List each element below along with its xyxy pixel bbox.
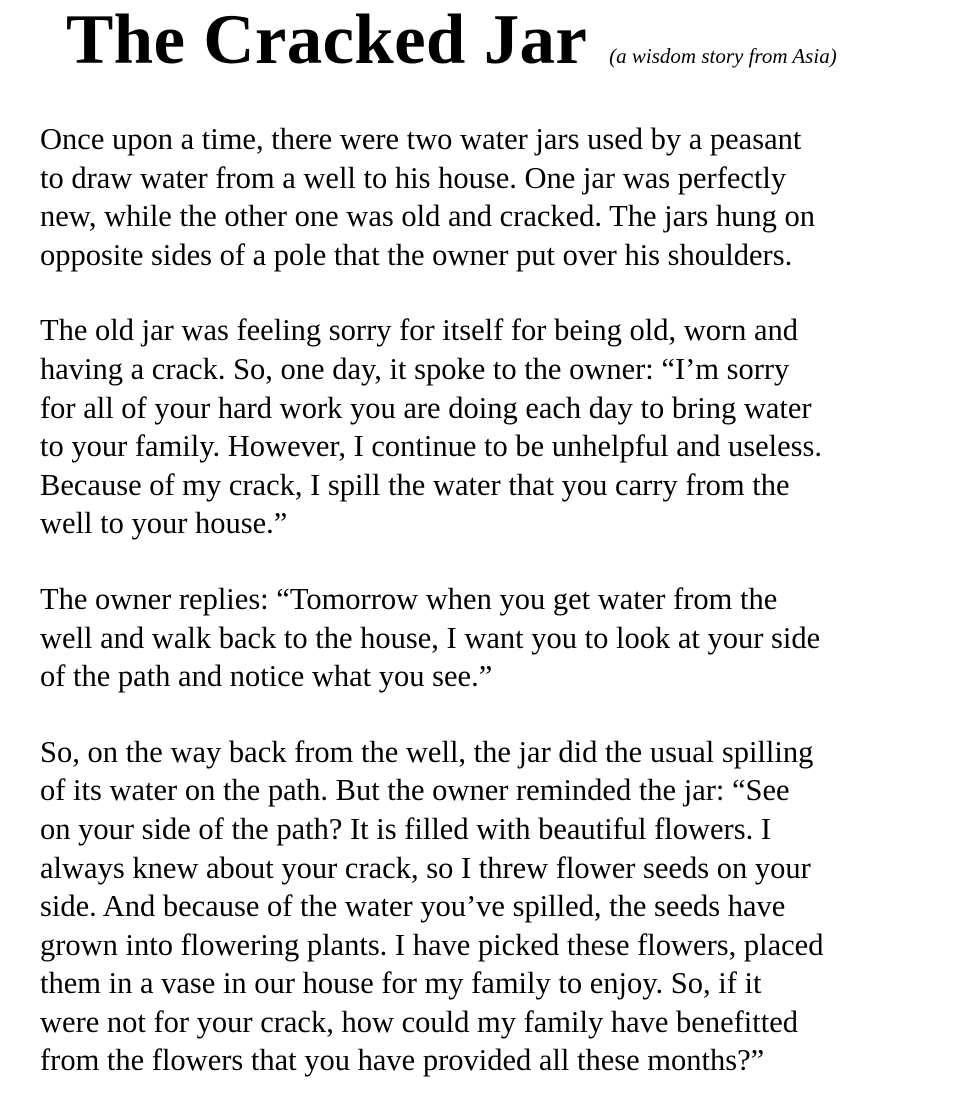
paragraph-4 [40,733,920,1080]
text-line: from the flowers that you have provided all these months?” [40,1043,765,1078]
text-line: of its water on the path. But the owner reminded the jar: “See [40,773,790,808]
text-line: new, while the other one was old and cracked. The jars hung on [40,199,815,234]
paragraph-3 [40,580,920,696]
paragraph-2 [40,311,920,543]
page-title: The Cracked Jar [66,1,588,79]
page-subtitle: (a wisdom story from Asia) [609,44,837,68]
text-line: The owner replies: “Tomorrow when you get water from the [40,581,778,616]
paragraph-1 [40,120,920,274]
text-line: Because of my crack, I spill the water that you carry from the [40,467,790,502]
text-line: well and walk back to the house, I want you to look at your side [40,620,821,655]
text-line: always knew about your crack, so I threw flower seeds on your [40,850,811,885]
text-line: having a crack. So, one day, it spoke to the owner: “I’m sorry [40,351,790,386]
text-line: of the path and notice what you see.” [40,659,493,694]
title-row [66,2,837,78]
text-line: for all of your hard work you are doing each day to bring water [40,390,812,425]
text-line: were not for your crack, how could my family have benefitted [40,1004,798,1039]
text-line: The old jar was feeling sorry for itself for being old, worn and [40,313,799,348]
text-line: to your family. However, I continue to be unhelpful and useless. [40,429,822,464]
text-line: well to your house.” [40,506,288,541]
text-line: So, on the way back from the well, the jar did the usual spilling [40,734,814,769]
text-line: side. And because of the water you’ve spilled, the seeds have [40,889,786,924]
text-line: them in a vase in our house for my family to enjoy. So, if it [40,966,762,1001]
text-line: grown into flowering plants. I have picked these flowers, placed [40,927,824,962]
story-body [40,120,920,1117]
text-line: opposite sides of a pole that the owner put over his shoulders. [40,237,793,272]
text-line: on your side of the path? It is filled with beautiful flowers. I [40,811,771,846]
text-line: to draw water from a well to his house. One jar was perfectly [40,160,787,195]
text-line: Once upon a time, there were two water jars used by a peasant [40,122,802,156]
